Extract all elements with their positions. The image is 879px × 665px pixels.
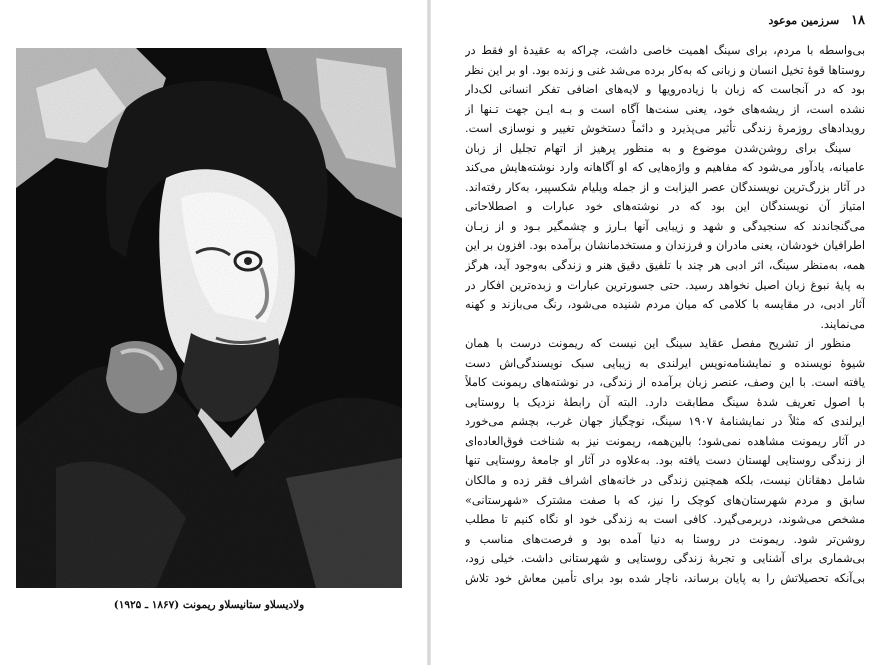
text-line: همه، به‌منظر سینگ، اثر ادبی هر چند با تلفیق دقیق هنر و زندگی به‌وجود آید، هرگز (465, 259, 865, 273)
portrait-illustration (16, 48, 402, 588)
text-line: بی‌آنکه تحصیلاتش را به پایان برساند، ناچار شده بود برای تأمین معاش خود تلاش (465, 571, 865, 585)
right-page (431, 0, 879, 665)
text-line: در آثار بزرگ‌ترین نویسندگان عصر الیزابت و از جمله ویلیام شکسپیر، به‌کار رفته‌اند. (465, 180, 865, 194)
text-line: به پایهٔ نبوغ زبان اصیل نخواهد رسید. حتی جسورترین عبارات و زبده‌ترین افکار در (465, 278, 865, 292)
text-line: نشده است، از ریشه‌های خود، یعنی سنت‌ها آگاه است و بـه ایـن جهت تـنها از (465, 102, 865, 116)
text-line: رویدادهای روزمرهٔ زندگی تأثیر می‌پذیرد و دائماً دستخوش تغییر و نوسازی است. (465, 122, 865, 136)
portrait-photo (16, 48, 402, 588)
text-line: شیوهٔ نویسنده و نمایشنامه‌نویس ایرلندی به زیبایی سبک نویسندگی‌اش دست (465, 356, 865, 370)
text-line: مشخص می‌شوند، دربرمی‌گیرد. کافی است به زندگی خود او نگاه کنیم تا مطلب (465, 513, 865, 527)
text-line: امتیاز آن نویسندگان این بود که در نوشته‌های خود عبارات و اصطلاحاتی (465, 200, 865, 214)
text-line: می‌نمایند. (820, 317, 865, 331)
text-line: اطرافیان خودشان، یعنی مادران و فرزندان و مستخدمانشان برآمده بود. افزون بر این (465, 239, 865, 253)
text-line: بی‌واسطه با مردم، برای سینگ اهمیت خاصی داشت، چراکه به عقیدهٔ او فقط در (465, 44, 865, 57)
text-line: روشن‌تر شود. ریمونت در روستا به دنیا آمده بود و فرصت‌های مناسب و (465, 532, 865, 546)
text-line: یافته است. با این وصف، عنصر زبان برآمده از زندگی، در نوشته‌های ریمونت کاملاً (465, 376, 865, 390)
text-line: منظور از تشریح مفصل عقاید سینگ این نیست که ریمونت درست با همان (465, 337, 851, 351)
left-page (0, 0, 427, 665)
text-line: عامیانه، یادآور می‌شود که مفاهیم و واژه‌هایی که او آگاهانه وارد نوشته‌هایش می‌کند (465, 161, 865, 175)
text-line: سینگ برای روشن‌شدن موضوع و به منظور پرهیز از اتهام تجلیل از زبان (465, 141, 851, 155)
text-line: می‌گنجاندند که سنجیدگی و شهد و زیبایی آنها بـارز و چشمگیر بـود و از زبـان (465, 219, 865, 233)
running-head-title: سرزمین موعود (768, 14, 840, 27)
text-line: بی‌شماری برای آشنایی و تجربهٔ زندگی روستایی و شهرستانی داشت. خیلی زود، (465, 552, 865, 566)
text-line: سابق و مردم شهرستان‌های کوچک را نیز، که با صفت مشترک «شهرستانی» (465, 493, 865, 507)
text-line: در آثار ریمونت مشاهده نمی‌شود؛ بالین‌همه، ریمونت نیز به شناخت فوق‌العاده‌ای (465, 434, 865, 448)
text-line: شامل دهقانان نیست، بلکه همچنین زندگی در خانه‌های اشراف فقر زده و مالکان (465, 474, 865, 488)
text-line: آثار ادبی، در مقایسه با کلامی که میان مردم شنیده می‌شود، رنگ می‌بازند و کهنه (465, 298, 865, 312)
text-line: با اصول تعریف شدهٔ سینگ مطابقت دارد. البته آن رابطهٔ نزدیک با روستایی (465, 395, 865, 409)
page-number: ۱۸ (851, 13, 865, 28)
body-text (465, 41, 865, 665)
text-line: از زندگی روستایی لهستان دست یافته بود. به‌علاوه در آثار او جامعهٔ روستایی تنها (465, 454, 865, 468)
portrait-caption: ولادیسلاو ستانیسلاو ریمونت (۱۸۶۷ ـ ۱۹۲۵) (113, 599, 305, 611)
text-line: ایرلندی که مثلاً در نمایشنامهٔ ۱۹۰۷ سینگ، نوچگیاز جهان غرب، بچشم می‌خورد (465, 415, 865, 429)
running-head (465, 12, 865, 30)
text-line: بود که در آنجاست که زبان با زیاده‌رویها و لایه‌های اضافی تفکر انسانی لک‌دار (465, 83, 865, 97)
text-line: روستاها قوهٔ تخیل انسان و زبانی که به‌کار برده می‌شد غنی و زنده بود. او بر این نظر (465, 63, 865, 77)
